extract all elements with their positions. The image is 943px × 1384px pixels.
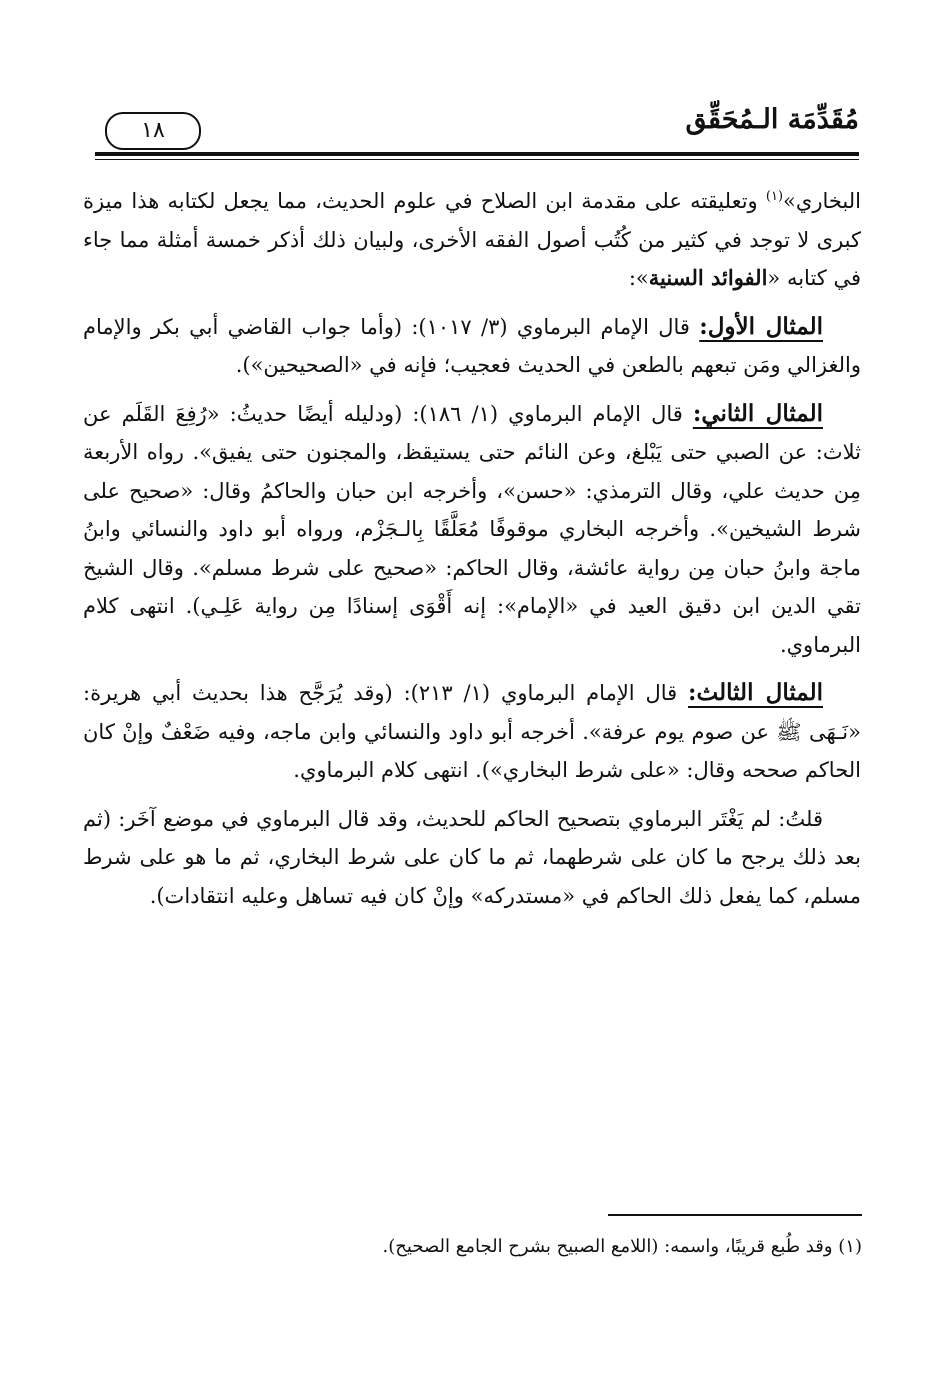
paragraph-comment xyxy=(83,800,861,916)
text-run: البخاري» xyxy=(783,189,861,213)
paragraph-example-1 xyxy=(83,308,861,385)
paragraph-example-2 xyxy=(83,395,861,665)
text-run: وتعليقته على مقدمة ابن الصلاح في علوم الحديث، مما يجعل لكتابه هذا ميزة كبرى لا توجد في كثير من كُتُب أصول الفقه الأخرى، ولبيان ذلك أذكر خمسة أمثلة مما جاء في كتابه « xyxy=(83,189,861,290)
comment-text: قلتُ: لم يَغْتَر البرماوي بتصحيح الحاكم للحديث، وقد قال البرماوي في موضع آخَر: (ثم بعد ذلك يرجح ما كان على شرطهما، ثم ما كان على شرط البخاري، ثم ما هو على شرط مسلم، كما يفعل ذلك الحاكم في «مستدركه» وإنْ كان فيه تساهل وعليه انتقادات). xyxy=(83,806,861,908)
page-number: ١٨ xyxy=(105,112,201,150)
example-text: قال الإمام البرماوي (١/ ٢١٣): (وقد يُرَجَّح هذا بحديث أبي هريرة: «نَـهَى ﷺ عن صوم يوم عرفة». أخرجه أبو داود والنسائي وابن ماجه، وفيه ضَعْفٌ وإنْ كان الحاكم صححه وقال: «على شرط البخاري»). انتهى كلام البرماوي. xyxy=(83,681,861,782)
paragraph-example-3 xyxy=(83,674,861,790)
paragraph-intro xyxy=(83,178,861,298)
text-run: »: xyxy=(628,266,649,290)
example-label: المثال الأول: xyxy=(699,312,823,340)
header-rule-thin xyxy=(95,159,859,160)
running-title: مُقَدِّمَة الـمُحَقِّق xyxy=(685,104,859,135)
body-text xyxy=(83,178,861,925)
example-text: قال الإمام البرماوي (٣/ ١٠١٧): (وأما جواب القاضي أبي بكر والإمام والغزالي ومَن تبعهم بالطعن في الحديث فعجيب؛ فإنه في «الصحيحين»). xyxy=(83,314,861,377)
footnote-separator xyxy=(608,1214,862,1216)
example-label: المثال الثاني: xyxy=(692,399,823,427)
example-text: قال الإمام البرماوي (١/ ١٨٦): (ودليله أيضًا حديثُ: «رُفِعَ القَلَم عن ثلاث: عن الصبي حتى يَبْلغ، وعن النائم حتى يستيقظ، والمجنون حتى يفيق». رواه الأربعة مِن حديث علي، وقال الترمذي: «حسن»، وأخرجه ابن حبان والحاكمُ وقال: «صحيح على شرط الشيخين». وأخرجه البخاري موقوفًا مُعَلَّقًا بِالـجَزْم، ورواه أبو داود والنسائي وابنُ ماجة وابنُ حبان مِن رواية عائشة، وقال الحاكم: «صحيح على شرط مسلم». وقال الشيخ تقي الدين ابن دقيق العيد في «الإمام»: إنه أَقْوَى إسنادًا مِن رواية عَلِـي). انتهى كلام البرماوي. xyxy=(83,401,861,657)
footnote: (١) وقد طُبع قريبًا، واسمه: (اللامع الصبيح بشرح الجامع الصحيح). xyxy=(382,1236,862,1257)
header-rule-thick xyxy=(95,152,859,156)
page-header xyxy=(95,100,859,148)
book-title: الفوائد السنية xyxy=(648,265,768,290)
footnote-ref[interactable]: (١) xyxy=(765,189,784,204)
example-label: المثال الثالث: xyxy=(688,679,823,706)
